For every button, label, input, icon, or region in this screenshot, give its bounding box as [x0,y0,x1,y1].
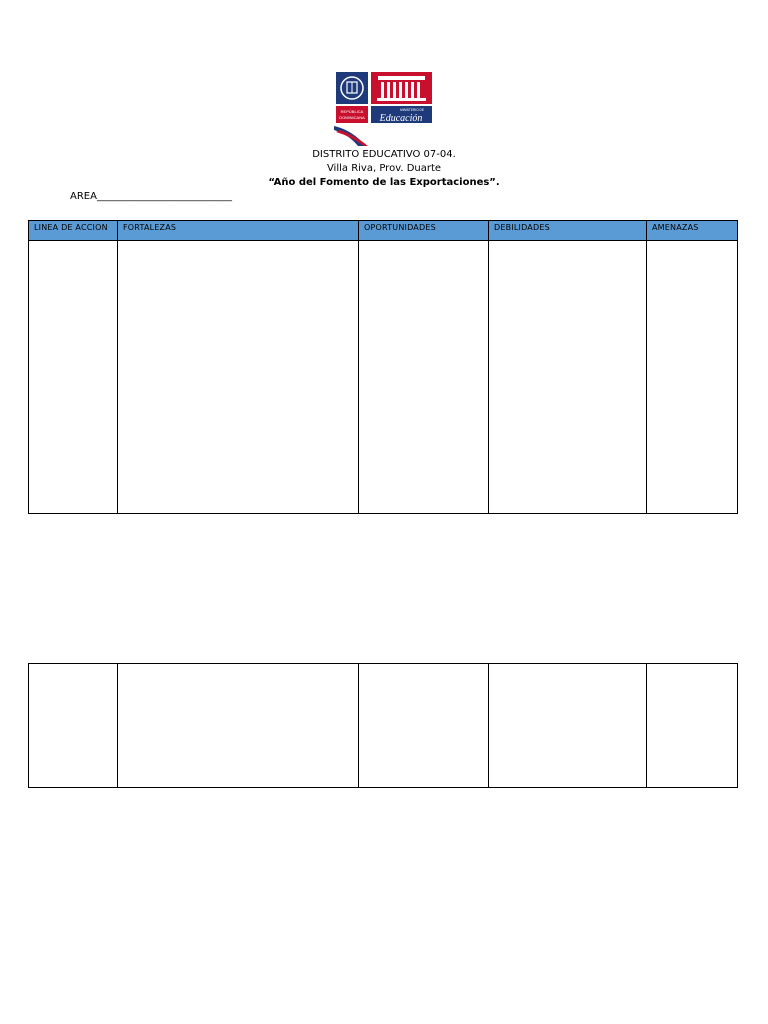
year-motto: “Año del Fomento de las Exportaciones”. [268,177,500,188]
cell-amenazas[interactable] [647,241,738,514]
column-header-fortalezas: FORTALEZAS [118,221,359,241]
ministry-name-label: Educación [379,113,423,124]
cell-oportunidades[interactable] [359,241,489,514]
foda-table [28,220,738,514]
cell-linea-de-accion[interactable] [29,664,118,788]
column-header-linea-de-accion: LINEA DE ACCION [29,221,118,241]
location-line: Villa Riva, Prov. Duarte [326,163,442,174]
cell-oportunidades[interactable] [359,664,489,788]
republic-line2: DOMINICANA [339,115,365,120]
ministry-of-education-logo [334,70,434,148]
district-title: DISTRITO EDUCATIVO 07-04. [312,149,456,160]
column-header-oportunidades: OPORTUNIDADES [359,221,489,241]
cell-fortalezas[interactable] [118,241,359,514]
cell-amenazas[interactable] [647,664,738,788]
table-header-row [29,221,738,241]
column-header-amenazas: AMENAZAS [647,221,738,241]
area-field-label: AREA___________________________ [70,191,232,202]
cell-debilidades[interactable] [489,664,647,788]
table-row [29,664,738,788]
cell-debilidades[interactable] [489,241,647,514]
continuation-table [28,663,738,788]
republic-line1: REPÚBLICA [340,109,364,114]
ministry-small-label: MINISTERIO DE [400,108,424,112]
cell-linea-de-accion[interactable] [29,241,118,514]
table-row [29,241,738,514]
cell-fortalezas[interactable] [118,664,359,788]
column-header-debilidades: DEBILIDADES [489,221,647,241]
